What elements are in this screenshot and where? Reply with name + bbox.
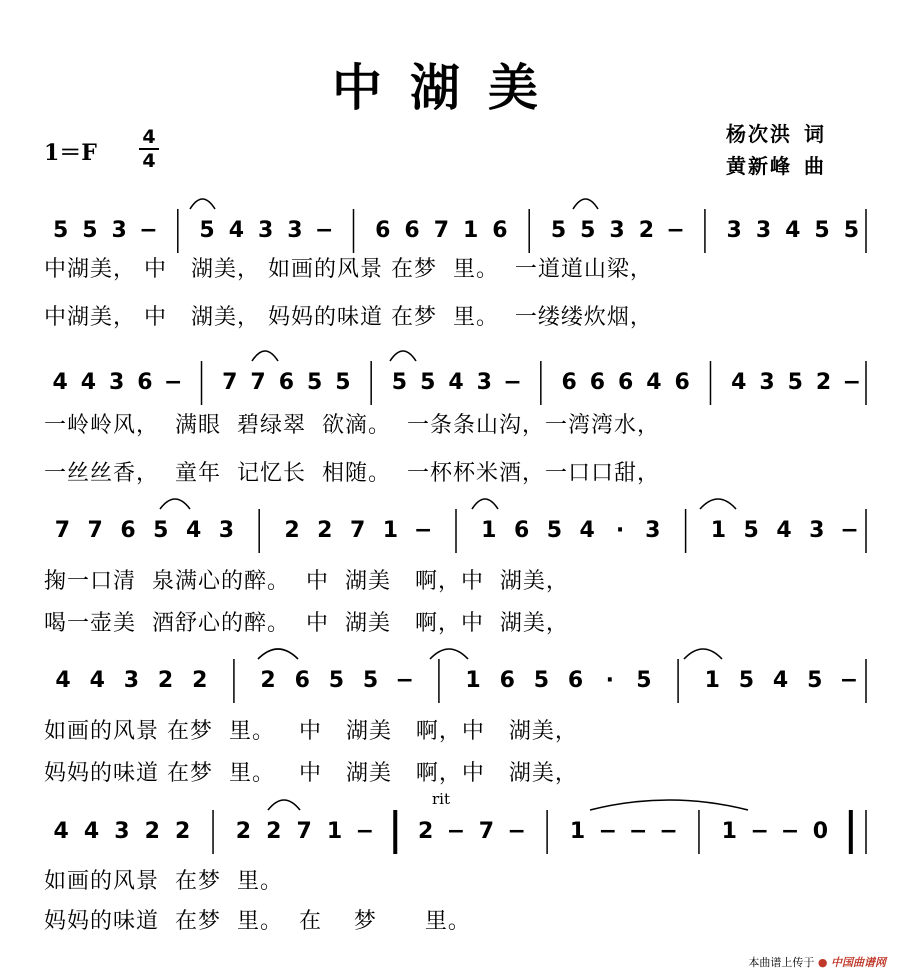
note: 2 — [235, 819, 252, 844]
note: 5 — [420, 370, 436, 395]
note: − — [413, 518, 433, 543]
slur — [573, 199, 598, 209]
slur — [160, 499, 190, 509]
note: 0 — [812, 819, 829, 844]
note: − — [840, 518, 859, 543]
note: 3 — [218, 518, 235, 543]
note: − — [750, 819, 769, 844]
note: 5 — [306, 370, 323, 395]
note: · — [605, 668, 614, 693]
note: 2 — [192, 668, 208, 693]
note: 5 — [335, 370, 351, 395]
note: 5 — [362, 668, 379, 693]
note: 3 — [759, 370, 775, 395]
note: 3 — [755, 218, 772, 243]
note: 4 — [83, 819, 100, 844]
lyric-line-1-verse-1: 中湖美， 中 湖美， 如画的风景 在梦 里。 一道道山梁， — [44, 257, 653, 282]
note: 2 — [157, 668, 174, 693]
note: 5 — [843, 218, 860, 243]
composer-role: 曲 — [804, 154, 826, 178]
slur — [390, 351, 416, 361]
note: 5 — [743, 518, 759, 543]
lyric-line-4-verse-1: 如画的风景 在梦 里。 中 湖美 啊，中 湖美， — [44, 719, 578, 744]
note: − — [503, 370, 522, 395]
key-signature: 1＝F — [44, 140, 97, 166]
time-signature-bottom: 4 — [142, 150, 156, 172]
note: 7 — [478, 819, 495, 844]
note: 6 — [294, 668, 310, 693]
note: 5 — [533, 668, 550, 693]
lyric-line-5-verse-2: 妈妈的味道 在梦 里。 在 梦 里。 — [44, 909, 471, 934]
note: 5 — [738, 668, 755, 693]
note: 3 — [114, 819, 130, 844]
note: − — [666, 218, 685, 243]
lyric-line-5-verse-1: 如画的风景 在梦 里。 — [44, 869, 283, 894]
slur — [472, 499, 498, 509]
composer-name: 黄新峰 — [726, 154, 792, 178]
note: 2 — [175, 819, 191, 844]
slur — [684, 649, 722, 659]
note: 1 — [721, 819, 737, 844]
note: 6 — [617, 370, 634, 395]
note: 4 — [185, 518, 202, 543]
slur — [590, 800, 748, 810]
note: 6 — [404, 218, 420, 243]
slur — [430, 649, 468, 659]
note: 2 — [815, 370, 832, 395]
note: 4 — [772, 668, 789, 693]
note: 5 — [550, 218, 567, 243]
note: 2 — [638, 218, 655, 243]
note: 5 — [153, 518, 169, 543]
note: 2 — [144, 819, 160, 844]
note: − — [839, 668, 859, 693]
note: 4 — [579, 518, 595, 543]
note: 7 — [250, 370, 266, 395]
note: 5 — [52, 218, 69, 243]
slur — [268, 800, 300, 810]
lyric-line-1-verse-2: 中湖美， 中 湖美， 妈妈的味道 在梦 里。 一缕缕炊烟， — [44, 305, 653, 330]
note: 5 — [580, 218, 596, 243]
slur — [700, 499, 736, 509]
note: 1 — [710, 518, 727, 543]
note: − — [629, 819, 648, 844]
note: − — [314, 218, 334, 243]
note: − — [139, 218, 158, 243]
note: 5 — [546, 518, 563, 543]
lyric-line-4-verse-2: 妈妈的味道 在梦 里。 中 湖美 啊，中 湖美， — [44, 761, 578, 786]
note: 6 — [499, 668, 515, 693]
lyric-line-2-verse-2: 一丝丝香， 童年 记忆长 相随。 一杯杯米酒，一口口甜， — [44, 461, 660, 486]
lyricist-role: 词 — [804, 122, 826, 146]
time-signature-top: 4 — [142, 126, 156, 148]
note: 4 — [80, 370, 97, 395]
note: 1 — [569, 819, 586, 844]
note: 1 — [382, 518, 399, 543]
lyric-line-2-verse-1: 一岭岭风， 满眼 碧绿翠 欲滴。 一条条山沟，一湾湾水， — [44, 413, 660, 438]
note: 3 — [645, 518, 661, 543]
note: 5 — [82, 218, 98, 243]
note: 7 — [87, 518, 103, 543]
note: 6 — [513, 518, 530, 543]
note: 3 — [476, 370, 492, 395]
note: − — [507, 819, 526, 844]
note: 6 — [567, 668, 584, 693]
note: 3 — [257, 218, 274, 243]
note: 4 — [89, 668, 105, 693]
note: 3 — [109, 370, 125, 395]
note: 6 — [278, 370, 295, 395]
note: 5 — [636, 668, 652, 693]
note: 1 — [481, 518, 497, 543]
note: 6 — [120, 518, 136, 543]
note: 4 — [646, 370, 662, 395]
note: 5 — [199, 218, 215, 243]
note: 6 — [137, 370, 153, 395]
note: 4 — [776, 518, 792, 543]
note: 5 — [814, 218, 830, 243]
note: 5 — [807, 668, 823, 693]
tempo-mark: rit — [432, 790, 450, 808]
note: 3 — [809, 518, 825, 543]
note: − — [395, 668, 414, 693]
note: − — [355, 819, 375, 844]
note: 3 — [726, 218, 742, 243]
note: 7 — [349, 518, 366, 543]
note: 2 — [266, 819, 282, 844]
note: 3 — [123, 668, 140, 693]
footer-logo-icon: ● — [817, 956, 828, 969]
note: − — [842, 370, 862, 395]
note: 7 — [54, 518, 71, 543]
note: 4 — [785, 218, 801, 243]
note: 7 — [433, 218, 450, 243]
note: 2 — [284, 518, 300, 543]
song-title: 中湖美 — [332, 59, 566, 117]
note: 1 — [704, 668, 720, 693]
note: − — [659, 819, 678, 844]
note: − — [598, 819, 618, 844]
note: 4 — [53, 819, 69, 844]
slur — [252, 351, 278, 361]
footer-credit — [748, 954, 886, 970]
note: 4 — [55, 668, 71, 693]
footer-prefix: 本曲谱上传于 — [748, 956, 815, 969]
note: 4 — [52, 370, 68, 395]
note: · — [615, 518, 625, 543]
note: 7 — [296, 819, 312, 844]
note: 6 — [674, 370, 690, 395]
note: − — [780, 819, 800, 844]
slur — [190, 199, 215, 209]
note: − — [164, 370, 183, 395]
note: 5 — [391, 370, 408, 395]
note: 1 — [326, 819, 343, 844]
note: 4 — [731, 370, 747, 395]
note: 3 — [111, 218, 127, 243]
note: 6 — [561, 370, 577, 395]
note: 6 — [589, 370, 606, 395]
footer-site: 中国曲谱网 — [831, 956, 886, 969]
note: 2 — [417, 819, 434, 844]
note: 7 — [222, 370, 238, 395]
note: 1 — [465, 668, 481, 693]
note: 5 — [328, 668, 345, 693]
note: − — [446, 819, 466, 844]
lyric-line-3-verse-2: 喝一壶美 酒舒心的醉。 中 湖美 啊，中 湖美， — [44, 611, 569, 636]
note: 6 — [492, 218, 508, 243]
note: 6 — [375, 218, 391, 243]
note: 2 — [260, 668, 276, 693]
note: 5 — [787, 370, 803, 395]
note: 4 — [228, 218, 245, 243]
note: 2 — [317, 518, 333, 543]
slur — [258, 649, 298, 659]
lyric-line-3-verse-1: 掬一口清 泉满心的醉。 中 湖美 啊，中 湖美， — [44, 569, 569, 594]
note: 3 — [609, 218, 625, 243]
lyricist-name: 杨次洪 — [726, 122, 792, 146]
note: 1 — [462, 218, 479, 243]
note: 3 — [287, 218, 303, 243]
note: 4 — [448, 370, 464, 395]
